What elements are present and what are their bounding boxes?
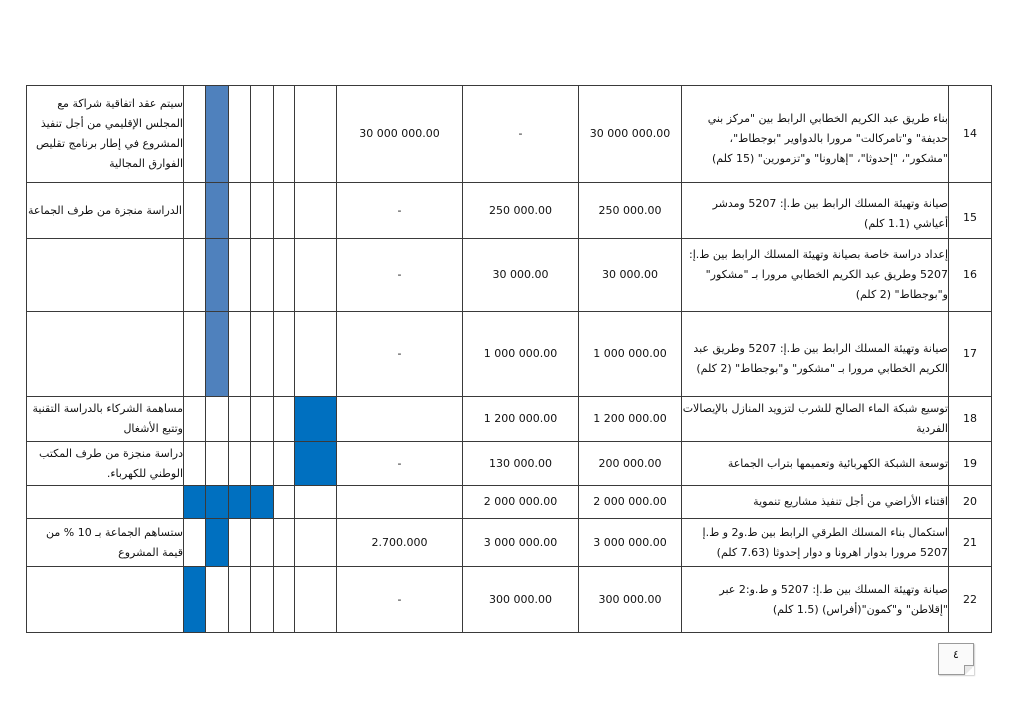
other-contribution-cell: - xyxy=(337,183,463,239)
schedule-cell-filled xyxy=(206,486,229,519)
schedule-cell xyxy=(274,239,295,312)
total-cost-cell: 1 000 000.00 xyxy=(579,312,682,397)
commune-contribution-cell: 300 000.00 xyxy=(463,567,579,633)
schedule-cell xyxy=(229,442,251,486)
table-row xyxy=(27,239,992,312)
schedule-cell xyxy=(274,183,295,239)
schedule-cell xyxy=(184,519,206,567)
schedule-cell-filled xyxy=(251,486,274,519)
schedule-cell xyxy=(229,397,251,442)
commune-contribution-cell: 130 000.00 xyxy=(463,442,579,486)
schedule-cell xyxy=(184,397,206,442)
other-contribution-cell: - xyxy=(337,442,463,486)
project-description: صيانة وتهيئة المسلك الرابط بين ط.إ: 5207 ومدشر أعياشي (1.1 كلم) xyxy=(682,183,949,239)
schedule-cell xyxy=(229,86,251,183)
table-row xyxy=(27,312,992,397)
schedule-cell-filled xyxy=(229,486,251,519)
total-cost-cell: 300 000.00 xyxy=(579,567,682,633)
commune-contribution-cell: 2 000 000.00 xyxy=(463,486,579,519)
note-cell: الدراسة منجزة من طرف الجماعة xyxy=(27,183,184,239)
table-row xyxy=(27,183,992,239)
other-contribution-cell xyxy=(337,486,463,519)
project-description: توسيع شبكة الماء الصالح للشرب لتزويد المنازل بالإيصالات الفردية xyxy=(682,397,949,442)
commune-contribution-cell: - xyxy=(463,86,579,183)
project-number: 16 xyxy=(949,239,992,312)
project-number: 19 xyxy=(949,442,992,486)
schedule-cell-filled xyxy=(206,239,229,312)
schedule-cell-filled xyxy=(295,442,337,486)
project-number: 17 xyxy=(949,312,992,397)
schedule-cell xyxy=(295,86,337,183)
schedule-cell xyxy=(251,519,274,567)
note-cell: سيتم عقد اتفاقية شراكة مع المجلس الإقليمي من أجل تنفيذ المشروع في إطار برنامج تقليص الفوارق المجالية xyxy=(27,86,184,183)
project-description: اقتناء الأراضي من أجل تنفيذ مشاريع تنموية xyxy=(682,486,949,519)
commune-contribution-cell: 3 000 000.00 xyxy=(463,519,579,567)
schedule-cell-filled xyxy=(295,397,337,442)
other-contribution-cell xyxy=(337,397,463,442)
project-description: استكمال بناء المسلك الطرقي الرابط بين ط.و2 و ط.إ 5207 مرورا بدوار اهرونا و دوار إحدوثا (7.63 كلم) xyxy=(682,519,949,567)
schedule-cell xyxy=(274,519,295,567)
schedule-cell xyxy=(295,312,337,397)
note-cell xyxy=(27,567,184,633)
project-description: توسعة الشبكة الكهربائية وتعميمها بتراب الجماعة xyxy=(682,442,949,486)
schedule-cell xyxy=(295,519,337,567)
project-number: 20 xyxy=(949,486,992,519)
schedule-cell xyxy=(184,86,206,183)
schedule-cell xyxy=(251,567,274,633)
schedule-cell-filled xyxy=(206,312,229,397)
note-cell: ستساهم الجماعة بـ 10 % من قيمة المشروع xyxy=(27,519,184,567)
schedule-cell xyxy=(295,567,337,633)
project-number: 14 xyxy=(949,86,992,183)
total-cost-cell: 1 200 000.00 xyxy=(579,397,682,442)
schedule-cell xyxy=(274,567,295,633)
project-description: إعداد دراسة خاصة بصيانة وتهيئة المسلك الرابط بين ط.إ: 5207 وطريق عبد الكريم الخطابي مرورا بـ "مشكور" و"بوجطاط" (2 كلم) xyxy=(682,239,949,312)
schedule-cell xyxy=(229,567,251,633)
table-row xyxy=(27,567,992,633)
schedule-cell xyxy=(251,397,274,442)
schedule-cell xyxy=(206,567,229,633)
project-number: 22 xyxy=(949,567,992,633)
schedule-cell xyxy=(295,486,337,519)
schedule-cell xyxy=(229,239,251,312)
schedule-cell-filled xyxy=(206,86,229,183)
commune-contribution-cell: 30 000.00 xyxy=(463,239,579,312)
schedule-cell-filled xyxy=(184,486,206,519)
schedule-cell xyxy=(274,442,295,486)
commune-contribution-cell: 1 000 000.00 xyxy=(463,312,579,397)
total-cost-cell: 3 000 000.00 xyxy=(579,519,682,567)
other-contribution-cell: 30 000 000.00 xyxy=(337,86,463,183)
table-row xyxy=(27,486,992,519)
schedule-cell-filled xyxy=(206,183,229,239)
schedule-cell xyxy=(251,239,274,312)
schedule-cell xyxy=(206,442,229,486)
total-cost-cell: 30 000.00 xyxy=(579,239,682,312)
schedule-cell xyxy=(184,183,206,239)
schedule-cell xyxy=(295,239,337,312)
schedule-cell xyxy=(251,86,274,183)
commune-contribution-cell: 1 200 000.00 xyxy=(463,397,579,442)
note-cell xyxy=(27,486,184,519)
schedule-cell xyxy=(274,486,295,519)
total-cost-cell: 250 000.00 xyxy=(579,183,682,239)
table-row xyxy=(27,86,992,183)
project-description: صيانة وتهيئة المسلك بين ط.إ: 5207 و ط.و:2 عبر "إقلاطن" و"كمون"(أفراس) (1.5 كلم) xyxy=(682,567,949,633)
schedule-cell xyxy=(251,442,274,486)
schedule-cell xyxy=(274,397,295,442)
project-number: 15 xyxy=(949,183,992,239)
project-description: صيانة وتهيئة المسلك الرابط بين ط.إ: 5207 وطريق عبد الكريم الخطابي مرورا بـ "مشكور" و"بوجطاط" (2 كلم) xyxy=(682,312,949,397)
schedule-cell xyxy=(251,312,274,397)
total-cost-cell: 200 000.00 xyxy=(579,442,682,486)
schedule-cell xyxy=(206,397,229,442)
project-number: 21 xyxy=(949,519,992,567)
total-cost-cell: 30 000 000.00 xyxy=(579,86,682,183)
other-contribution-cell: - xyxy=(337,567,463,633)
schedule-cell xyxy=(274,312,295,397)
commune-contribution-cell: 250 000.00 xyxy=(463,183,579,239)
schedule-cell xyxy=(229,519,251,567)
note-cell xyxy=(27,239,184,312)
schedule-cell-filled xyxy=(206,519,229,567)
table-row xyxy=(27,519,992,567)
table-row xyxy=(27,397,992,442)
schedule-cell xyxy=(229,183,251,239)
table-row xyxy=(27,442,992,486)
projects-table xyxy=(26,85,992,633)
other-contribution-cell: - xyxy=(337,312,463,397)
schedule-cell-filled xyxy=(184,567,206,633)
note-cell: دراسة منجزة من طرف المكتب الوطني للكهرباء. xyxy=(27,442,184,486)
other-contribution-cell: - xyxy=(337,239,463,312)
project-description: بناء طريق عبد الكريم الخطابي الرابط بين "مركز بني حديفة" و"تامركالت" مرورا بالدواوير "بوجطاط"، "مشكور"، "إحدوثا"، "إهارونا" و"تزمورين" (15 كلم) xyxy=(682,86,949,183)
schedule-cell xyxy=(184,442,206,486)
other-contribution-cell: 2.700.000 xyxy=(337,519,463,567)
schedule-cell xyxy=(274,86,295,183)
project-number: 18 xyxy=(949,397,992,442)
schedule-cell xyxy=(251,183,274,239)
page-number: ٤ xyxy=(938,643,974,675)
schedule-cell xyxy=(184,239,206,312)
note-cell xyxy=(27,312,184,397)
schedule-cell xyxy=(229,312,251,397)
schedule-cell xyxy=(184,312,206,397)
note-cell: مساهمة الشركاء بالدراسة التقنية وتتبع الأشغال xyxy=(27,397,184,442)
schedule-cell xyxy=(295,183,337,239)
total-cost-cell: 2 000 000.00 xyxy=(579,486,682,519)
